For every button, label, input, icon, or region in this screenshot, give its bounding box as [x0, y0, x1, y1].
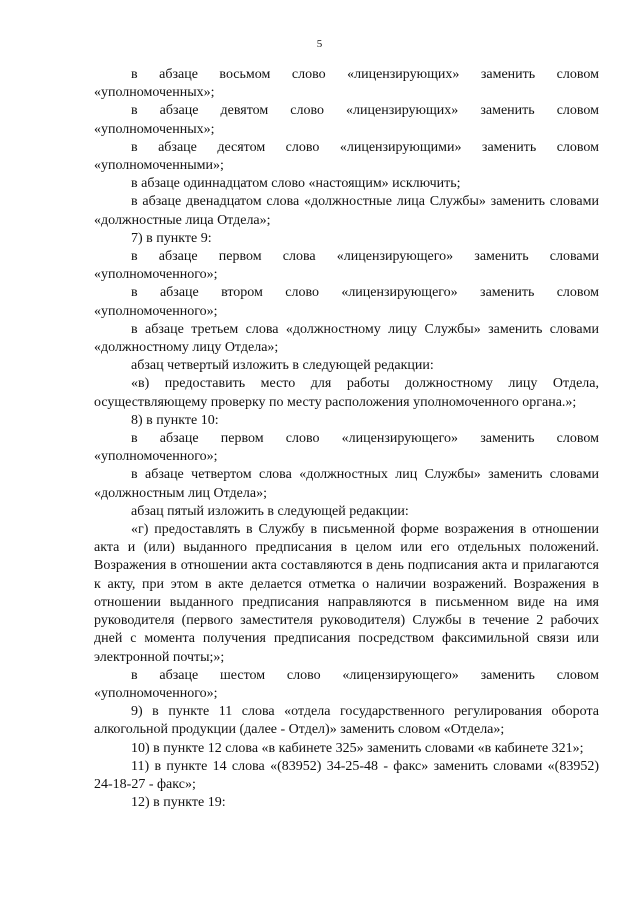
paragraph: абзац пятый изложить в следующей редакции: [131, 503, 409, 519]
paragraph: в абзаце двенадцатом слова «должностные лица Службы» заменить словами «должностные лица Отдела»; [94, 194, 599, 228]
list-item-heading: 7) в пункте 9: [131, 230, 212, 246]
page-number: 5 [316, 38, 323, 50]
list-item-heading: 8) в пункте 10: [131, 412, 219, 428]
paragraph: в абзаце третьем слова «должностному лицу Службы» заменить словами «должностному лицу Отдела»; [94, 321, 599, 356]
paragraph: абзац четвертый изложить в следующей редакции: [131, 358, 434, 374]
paragraph: в абзаце девятом слово «лицензирующих» заменить словом «уполномоченных»; [94, 103, 599, 137]
paragraph: в абзаце десятом слово «лицензирующими» заменить словом «уполномоченными»; [94, 139, 599, 174]
paragraph: в абзаце одиннадцатом слово «настоящим» исключить; [131, 176, 461, 192]
paragraph: в абзаце втором слово «лицензирующего» заменить словом «уполномоченного»; [94, 285, 599, 319]
list-item-heading: 12) в пункте 19: [131, 795, 226, 811]
quoted-paragraph: «в) предоставить место для работы должностному лицу Отдела, осуществляющему проверку по месту расположения уполномоченного органа.»; [94, 376, 599, 410]
paragraph: 9) в пункте 11 слова «отдела государственного регулирования оборота алкогольной продукции (далее - Отдел)» заменить словом «Отдела»; [94, 704, 599, 738]
paragraph: в абзаце шестом слово «лицензирующего» заменить словом «уполномоченного»; [94, 667, 599, 701]
paragraph: 10) в пункте 12 слова «в кабинете 325» заменить словами «в кабинете 321»; [131, 740, 584, 756]
paragraph: 11) в пункте 14 слова «(83952) 34-25-48 - факс» заменить словами «(83952) 24-18-27 - факс»; [94, 758, 599, 792]
quoted-paragraph: «г) предоставлять в Службу в письменной форме возражения в отношении акта и (или) выданного предписания в целом или его отдельных положений. Возражения в отношении акта составляются в день подписания акта и прилагаются к акту, при этом в акте делается отметка о наличии возражений. Возражения в отношении выданного предписания направляются в письменном виде на имя руководителя (первого заместителя руководителя) Службы в течение 2 рабочих дней с момента получения предписания посредством факсимильной связи или электронной почты;»; [94, 522, 599, 665]
paragraph: в абзаце четвертом слова «должностных лиц Службы» заменить словами «должностным лиц Отдела»; [94, 467, 599, 501]
document-body [94, 66, 599, 812]
paragraph: в абзаце первом слово «лицензирующего» заменить словом «уполномоченного»; [94, 431, 599, 465]
paragraph: в абзаце первом слова «лицензирующего» заменить словами «уполномоченного»; [94, 249, 599, 283]
paragraph: в абзаце восьмом слово «лицензирующих» заменить словом «уполномоченных»; [94, 67, 599, 101]
